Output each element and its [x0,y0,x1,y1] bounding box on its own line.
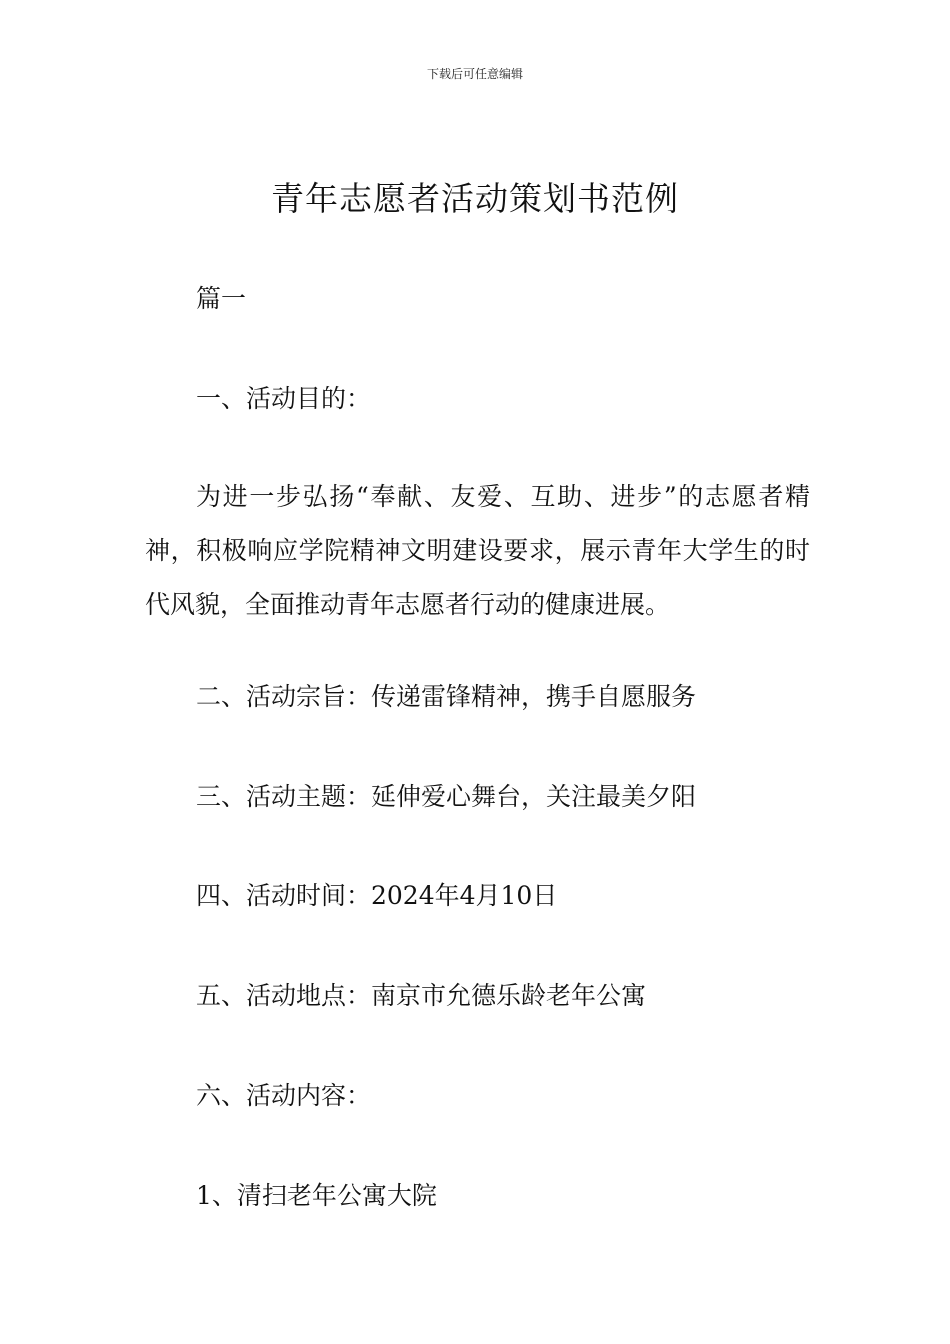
purpose-paragraph: 为进一步弘扬“奉献、友爱、互助、进步”的志愿者精神，积极响应学院精神文明建设要求，展示青年大学生的时代风貌，全面推动青年志愿者行动的健康进展。 [145,482,810,619]
content-item-1: 1、清扫老年公寓大院 [196,1181,437,1210]
page-header-note: 下载后可任意编辑 [426,67,523,81]
content-heading: 六、活动内容： [196,1081,372,1110]
theme-line: 三、活动主题：延伸爱心舞台，关注最美夕阳 [196,782,697,811]
location-line: 五、活动地点：南京市允德乐龄老年公寓 [196,981,647,1010]
section-label: 篇一 [196,284,247,313]
document-title: 青年志愿者活动策划书范例 [271,179,679,218]
purpose-heading: 一、活动目的： [196,384,372,413]
tenet-line: 二、活动宗旨：传递雷锋精神，携手自愿服务 [196,682,697,711]
time-line: 四、活动时间：2024年4月10日 [196,881,558,910]
